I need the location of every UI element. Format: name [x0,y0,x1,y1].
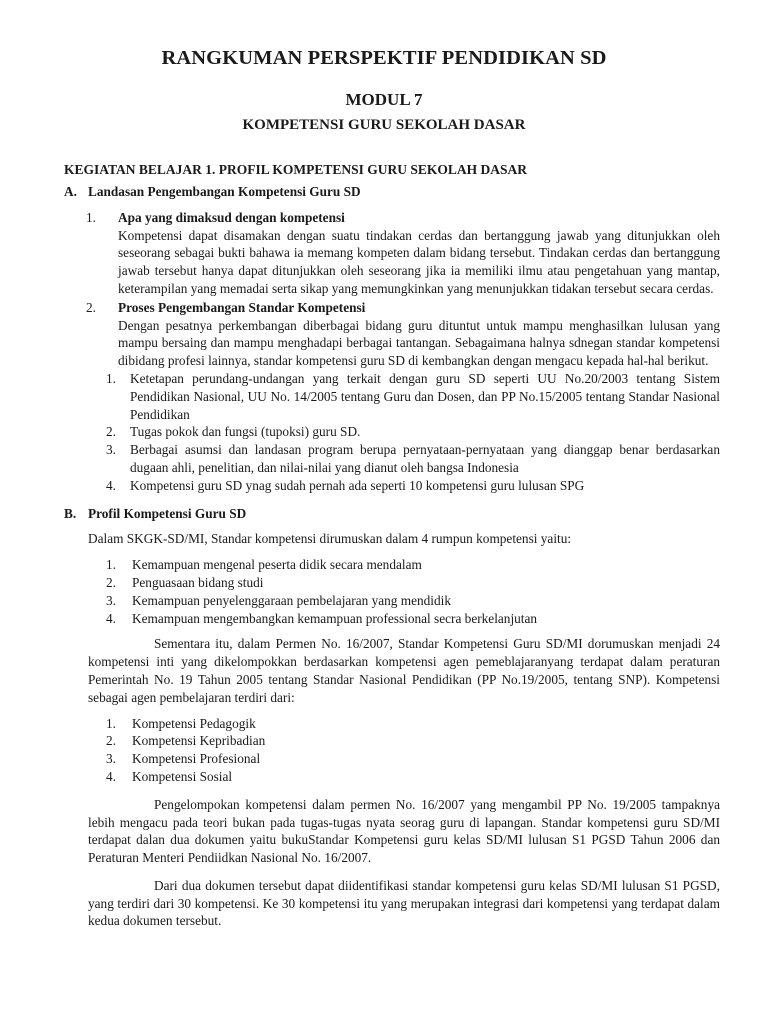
list-text: Kemampuan mengembangkan kemampuan professional secra berkelanjutan [132,610,538,626]
kegiatan-heading: KEGIATAN BELAJAR 1. PROFIL KOMPETENSI GURU SEKOLAH DASAR [64,162,528,177]
list-number: 3. [106,442,116,458]
section-a-item-2 [64,299,720,370]
section-b-letter: B. [64,505,77,521]
list-text: Kompetensi Pedagogik [132,715,256,731]
modul-heading: MODUL 7 [345,90,423,109]
list-item [64,370,720,423]
list-text: Kompetensi guru SD ynag sudah pernah ada seperti 10 kompetensi guru lulusan SPG [130,477,585,493]
item-paragraph: Dengan pesatnya perkembangan diberbagai bidang guru dituntut untuk mampu menghasilkan lulusan yang mampu bersaing dan mampu menghadapi berbagai tantangan. Sebagaimana halnya sdnegan standar kompetensi dibidang profesi lainnya, standar kompetensi guru SD di kembangkan dengan mengacu kepada hal-hal berikut. [118,317,720,369]
section-b-title: Profil Kompetensi Guru SD [88,505,247,521]
list-text: Kemampuan penyelenggaraan pembelajaran yang mendidik [132,592,451,608]
list-text: Kompetensi Sosial [132,768,233,784]
item-number: 1. [86,209,96,225]
item-paragraph: Kompetensi dapat disamakan dengan suatu tindakan cerdas dan bertanggung jawab yang ditunjukkan oleh seseorang sebagai bukti bahawa ia memang kompeten dalam bidang tersebut. Tindakan cerdas dan bertanggung jawab tersebut hanya dapat ditunjukkan oleh seseorang jika ia memiliki ilmu atau pengetahuan yang mantap, keterampilan yang memadai serta sikap yang memungkinkan yang menunjukkan tidakan tersebut secara cerdas. [118,227,720,296]
list-text: Kompetensi Profesional [132,751,261,767]
list-text: Berbagai asumsi dan landasan program berupa pernyataan-pernyataan yang dianggap benar berdasarkan dugaan ahli, penelitian, dan nilai-nilai yang dianut oleh bangsa Indonesia [130,442,720,475]
section-a-item-1 [64,209,720,298]
document-body [64,183,720,930]
list-number: 3. [106,592,116,608]
list-number: 1. [106,715,116,731]
list-item [64,610,720,628]
rumpun-list [64,556,720,627]
list-item [64,574,720,592]
section-b-intro: Dalam SKGK-SD/MI, Standar kompetensi dirumuskan dalam 4 rumpun kompetensi yaitu: [88,531,572,547]
list-item [64,768,720,786]
list-number: 1. [106,370,116,386]
list-text: Kemampuan mengenal peserta didik secara mendalam [132,557,422,573]
list-number: 4. [106,610,116,626]
list-number: 4. [106,477,116,493]
item-number: 2. [86,299,96,315]
paragraph-pengelompokan: Pengelompokan kompetensi dalam permen No. 16/2007 yang mengambil PP No. 19/2005 tampaknya lebih mengacu pada teori bukan pada tugas-tugas nyata seorag guru di lapangan. Standar kompetensi guru SD/MI terdapat dalan dua dokumen yaitu bukuStandar Kompetensi guru kelas SD/MI lulusan S1 PGSD Tahun 2006 dan Peraturan Menteri Pendiidkan Nasional No. 16/2007. [88,796,720,866]
list-item [64,715,720,733]
list-text: Kompetensi Kepribadian [132,733,266,749]
list-number: 2. [106,733,116,749]
list-item [64,423,720,441]
list-number: 2. [106,574,116,590]
section-b-heading [64,505,720,523]
list-number: 1. [106,557,116,573]
list-item [64,556,720,574]
list-text: Ketetapan perundang-undangan yang terkait dengan guru SD seperti UU No.20/2003 tentang Sistem Pendidikan Nasional, UU No. 14/2005 tentang Guru dan Dosen, dan PP No.15/2005 tentang Standar Nasional Pendidikan [130,370,720,422]
list-item [64,441,720,477]
item-heading: Apa yang dimaksud dengan kompetensi [118,209,345,225]
list-number: 2. [106,424,116,440]
list-number: 3. [106,751,116,767]
list-item [64,477,720,495]
modul-subtitle: KOMPETENSI GURU SEKOLAH DASAR [242,117,526,133]
list-number: 4. [106,768,116,784]
document-title: RANGKUMAN PERSPEKTIF PENDIDIKAN SD [161,47,607,69]
list-item [64,592,720,610]
section-a-title: Landasan Pengembangan Kompetensi Guru SD [88,184,361,199]
section-a-heading [64,183,720,201]
list-item [64,750,720,768]
paragraph-permen: Sementara itu, dalam Permen No. 16/2007, Standar Kompetensi Guru SD/MI dorumuskan menjadi 24 kompetensi inti yang dikelompokkan berdasarkan kompetensi agen pemeblajaranyang terdapat dalam peraturan Pemerintah No. 19 Tahun 2005 tentang Standar Nasional Pendidikan (PP No.19/2005, tentang SNP). Kompetensi sebagai agen pembelajaran terdiri dari: [88,636,720,705]
section-a-letter: A. [64,184,77,199]
list-text: Tugas pokok dan fungsi (tupoksi) guru SD. [130,424,361,440]
list-text: Penguasaan bidang studi [132,574,264,590]
list-item [64,732,720,750]
paragraph-dua-dokumen: Dari dua dokumen tersebut dapat diidentifikasi standar kompetensi guru kelas SD/MI lulusan S1 PGSD, yang terdiri dari 30 kompetensi. Ke 30 kompetensi itu yang merupakan integrasi dari kompetensi yang terdapat dalam kedua dokumen tersebut. [88,877,720,929]
item-heading: Proses Pengembangan Standar Kompetensi [118,299,366,315]
agen-list [64,715,720,786]
reference-list [64,370,720,495]
